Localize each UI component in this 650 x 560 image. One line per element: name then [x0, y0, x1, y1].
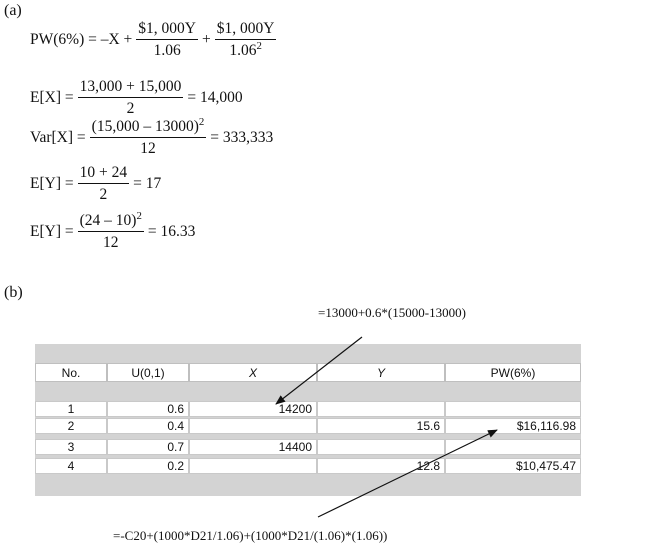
- eq5-num-base: (24 – 10): [79, 212, 137, 229]
- header-no: No.: [35, 363, 107, 382]
- eq2-rhs: = 14,000: [187, 88, 243, 106]
- eq4-denominator: 2: [99, 186, 108, 204]
- header-x: X: [189, 363, 317, 382]
- arrow-to-pw-cell: [318, 430, 497, 517]
- cell-x-3: 14400: [189, 439, 317, 455]
- part-a-label: (a): [4, 2, 22, 19]
- eq5-num-exponent: 2: [136, 209, 142, 222]
- cell-u-2: 0.4: [107, 418, 189, 434]
- annotation-formula-x: =13000+0.6*(15000-13000): [318, 305, 466, 320]
- eq4-rhs: = 17: [133, 174, 162, 192]
- eq2-lhs: E[X] =: [30, 88, 74, 106]
- eq5-lhs: E[Y] =: [30, 222, 74, 240]
- eq4-numerator: 10 + 24: [78, 164, 130, 184]
- cell-no-1: 1: [35, 401, 107, 417]
- eq2-denominator: 2: [126, 100, 135, 118]
- eq1-f1-numerator: $1, 000Y: [136, 20, 198, 40]
- part-b-label: (b): [4, 284, 23, 301]
- eq3-num-exponent: 2: [198, 115, 205, 128]
- eq1-lhs: PW(6%) = –X +: [30, 30, 133, 48]
- cell-no-2: 2: [35, 418, 107, 434]
- eq1-f2-numerator: $1, 000Y: [215, 20, 277, 40]
- eq5-denominator: 12: [102, 234, 119, 252]
- cell-no-4: 4: [35, 458, 107, 474]
- cell-no-3: 3: [35, 439, 107, 455]
- cell-pw-4: $10,475.47: [445, 458, 581, 474]
- eq1-plus: +: [202, 30, 211, 48]
- cell-x-1: 14200: [189, 401, 317, 417]
- eq1-f2-den-base: 1.06: [229, 42, 257, 60]
- eq5-rhs: = 16.33: [147, 222, 196, 240]
- cell-u-1: 0.6: [107, 401, 189, 417]
- annotation-formula-pw: =-C20+(1000*D21/1.06)+(1000*D21/(1.06)*(1.06)): [113, 528, 388, 543]
- header-pw: PW(6%): [445, 363, 581, 382]
- cell-pw-2: $16,116.98: [445, 418, 581, 434]
- eq1-f1-denominator: 1.06: [153, 42, 181, 60]
- eq4-lhs: E[Y] =: [30, 174, 74, 192]
- eq1-f2-den-exponent: 2: [256, 39, 262, 52]
- cell-y-4: 12.8: [317, 458, 445, 474]
- eq3-denominator: 12: [140, 140, 156, 158]
- eq3-rhs: = 333,333: [210, 128, 274, 146]
- eq3-lhs: Var[X] =: [30, 128, 86, 146]
- eq3-num-base: (15,000 – 13000): [91, 118, 199, 135]
- arrow-to-x-cell: [276, 337, 362, 404]
- cell-u-3: 0.7: [107, 439, 189, 455]
- header-u: U(0,1): [107, 363, 189, 382]
- cell-y-2: 15.6: [317, 418, 445, 434]
- eq2-numerator: 13,000 + 15,000: [78, 78, 184, 98]
- header-y: Y: [317, 363, 445, 382]
- cell-u-4: 0.2: [107, 458, 189, 474]
